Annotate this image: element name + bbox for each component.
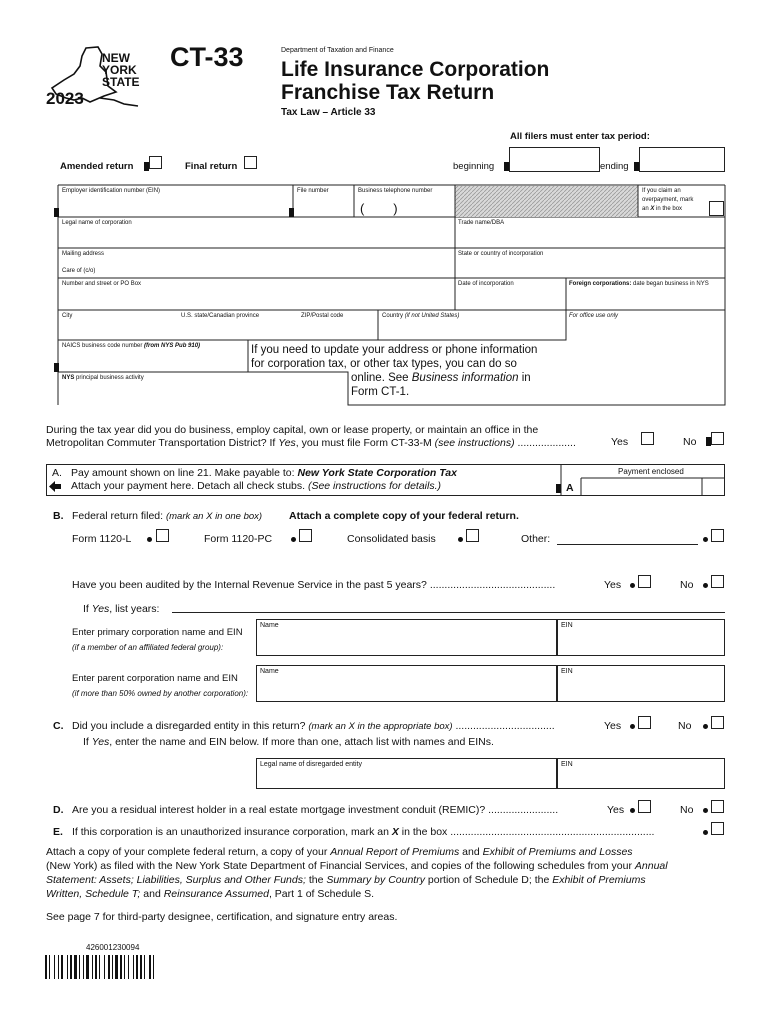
overpayment-note-2: overpayment, mark xyxy=(642,197,694,203)
parent-name-caption: Name xyxy=(260,668,279,675)
attach-paragraph-line3: Statement: Assets; Liabilities, Surplus and Other Funds; the Summary by Country portion of Schedule D; the Exhibit of Premiums xyxy=(46,874,646,886)
overpayment-note-1: If you claim an xyxy=(642,188,681,194)
disregarded-ein-input[interactable] xyxy=(557,758,725,789)
disregarded-ein-caption: EIN xyxy=(561,761,573,768)
barcode-bar xyxy=(104,955,105,979)
city-field[interactable]: City xyxy=(62,313,73,319)
arrow-left-icon xyxy=(49,481,61,492)
final-return-label: Final return xyxy=(185,161,238,172)
barcode-bar xyxy=(112,955,113,979)
mctd-yes-checkbox[interactable] xyxy=(641,432,654,445)
payment-amount-input[interactable] xyxy=(582,479,701,495)
state-province-field[interactable]: U.S. state/Canadian province xyxy=(181,313,260,319)
remic-no-label: No xyxy=(680,804,694,816)
unauthorized-text: If this corporation is an unauthorized insurance corporation, mark an X in the box ...................................................................... xyxy=(72,826,655,838)
barcode-bar xyxy=(61,955,63,979)
unauthorized-letter: E. xyxy=(53,826,63,838)
mctd-question-line2: Metropolitan Commuter Transportation District? If Yes, you must file Form CT-33-M (see instructions) .................... xyxy=(46,437,576,449)
primary-corp-label: Enter primary corporation name and EIN xyxy=(72,627,243,638)
care-of-field[interactable]: Care of (c/o) xyxy=(62,268,96,274)
audit-no-checkbox[interactable] xyxy=(711,575,724,588)
mctd-question-line1: During the tax year did you do business, employ capital, own or lease property, or maintain an office in the xyxy=(46,424,539,436)
audit-years-label: If Yes, list years: xyxy=(83,603,160,615)
barcode-bar xyxy=(115,955,118,979)
barcode-bar xyxy=(120,955,122,979)
logo-text-new: NEW xyxy=(102,51,130,65)
form-1120pc-checkbox[interactable] xyxy=(299,529,312,542)
business-phone-field[interactable]: Business telephone number xyxy=(358,188,433,194)
primary-ein-caption: EIN xyxy=(561,622,573,629)
unauthorized-dot xyxy=(703,830,708,835)
country-field[interactable]: Country (if not United States) xyxy=(382,313,460,319)
form-title-line1: Life Insurance Corporation xyxy=(281,58,550,81)
barcode-bar xyxy=(140,955,142,979)
barcode-bar xyxy=(54,955,55,979)
tax-law-reference: Tax Law – Article 33 xyxy=(281,107,376,118)
other-input-line[interactable] xyxy=(557,531,698,545)
update-notice-line1: If you need to update your address or phone information xyxy=(251,344,538,356)
principal-activity-field[interactable]: NYS principal business activity xyxy=(62,375,144,381)
mctd-yes-label: Yes xyxy=(611,436,629,448)
street-field[interactable]: Number and street or PO Box xyxy=(62,281,142,287)
mailing-address-field[interactable]: Mailing address xyxy=(62,251,105,257)
barcode-bar xyxy=(149,955,151,979)
barcode-bar xyxy=(67,955,68,979)
update-notice-line2: for corporation tax, or other tax types, you can do so xyxy=(251,358,517,370)
parent-corp-ein-input[interactable] xyxy=(557,665,725,702)
primary-corp-ein-input[interactable] xyxy=(557,619,725,656)
federal-attach-instruction: Attach a complete copy of your federal return. xyxy=(289,510,519,522)
overpayment-checkbox[interactable] xyxy=(709,201,724,216)
disregarded-no-label: No xyxy=(678,720,692,732)
period-beginning-input[interactable] xyxy=(509,147,600,172)
trade-name-field[interactable]: Trade name/DBA xyxy=(458,220,505,226)
remic-no-dot xyxy=(703,808,708,813)
barcode-bar xyxy=(49,955,50,979)
audit-yes-dot xyxy=(630,583,635,588)
foreign-corporations-field[interactable]: Foreign corporations: date began business in NYS xyxy=(569,281,709,287)
amended-return-label: Amended return xyxy=(60,161,134,172)
federal-label: Federal return filed: (mark an X in one box) xyxy=(72,510,263,522)
period-ending-input[interactable] xyxy=(639,147,725,172)
state-of-incorporation-field[interactable]: State or country of incorporation xyxy=(458,251,544,257)
primary-name-caption: Name xyxy=(260,622,279,629)
audit-years-input[interactable] xyxy=(172,600,725,613)
barcode-bar xyxy=(74,955,77,979)
primary-corp-note: (if a member of an affiliated federal group): xyxy=(72,643,224,652)
date-of-incorporation-field[interactable]: Date of incorporation xyxy=(458,281,514,287)
barcode-bar xyxy=(99,955,100,979)
attach-paragraph-line1: Attach a copy of your complete federal return, a copy of your Annual Report of Premiums and Exhibit of Premiums and Losses xyxy=(46,846,633,858)
form-number: CT-33 xyxy=(170,42,244,72)
update-notice-line4: Form CT-1. xyxy=(351,386,410,398)
department-name: Department of Taxation and Finance xyxy=(281,47,394,54)
see-page-note: See page 7 for third-party designee, certification, and signature entry areas. xyxy=(46,911,398,923)
federal-letter: B. xyxy=(53,510,64,522)
barcode-bar xyxy=(133,955,134,979)
payment-marker xyxy=(556,484,561,493)
phone-area-code-parens: ( ) xyxy=(360,201,398,216)
legal-name-field[interactable]: Legal name of corporation xyxy=(62,220,132,226)
ein-marker xyxy=(54,208,59,217)
file-number-marker xyxy=(289,208,294,217)
form-title-line2: Franchise Tax Return xyxy=(281,81,495,104)
disregarded-name-caption: Legal name of disregarded entity xyxy=(260,761,362,768)
remic-yes-label: Yes xyxy=(607,804,625,816)
barcode-bar xyxy=(58,955,59,979)
consolidated-checkbox[interactable] xyxy=(466,529,479,542)
logo-text-york: YORK xyxy=(102,63,137,77)
consolidated-dot xyxy=(458,537,463,542)
form-1120l-dot xyxy=(147,537,152,542)
final-return-checkbox[interactable] xyxy=(244,156,257,169)
parent-corp-label: Enter parent corporation name and EIN xyxy=(72,673,238,684)
disregarded-letter: C. xyxy=(53,720,64,732)
attach-paragraph-line2: (New York) as filed with the New York State Department of Financial Services, and copies of the following schedules from your Annual xyxy=(46,860,668,872)
parent-corp-name-input[interactable] xyxy=(256,665,557,702)
disregarded-name-input[interactable] xyxy=(256,758,557,789)
barcode-bar xyxy=(124,955,125,979)
disregarded-question: Did you include a disregarded entity in this return? (mark an X in the appropriate box) .................................. xyxy=(72,720,555,732)
naics-code-field[interactable]: NAICS business code number (from NYS Pub 910) xyxy=(62,343,201,349)
form-1120pc-dot xyxy=(291,537,296,542)
tax-year: 2023 xyxy=(46,89,84,108)
remic-question: Are you a residual interest holder in a real estate mortgage investment conduit (REMIC)? ........................ xyxy=(72,804,559,816)
period-beginning-label: beginning xyxy=(453,161,495,172)
other-checkbox[interactable] xyxy=(711,529,724,542)
tax-period-heading: All filers must enter tax period: xyxy=(510,131,650,142)
period-ending-label: ending xyxy=(600,161,629,172)
disregarded-yes-dot xyxy=(630,724,635,729)
barcode-bar xyxy=(128,955,129,979)
logo-text-state: STATE xyxy=(102,75,140,89)
mctd-no-checkbox[interactable] xyxy=(711,432,724,445)
audit-question: Have you been audited by the Internal Revenue Service in the past 5 years? ........................................... xyxy=(72,579,556,591)
disregarded-no-checkbox[interactable] xyxy=(711,716,724,729)
attach-paragraph-line4: Written, Schedule T; and Reinsurance Assumed, Part 1 of Schedule S. xyxy=(46,888,375,900)
barcode-bar xyxy=(153,955,154,979)
barcode-bar xyxy=(136,955,138,979)
remic-yes-dot xyxy=(630,808,635,813)
unauthorized-checkbox[interactable] xyxy=(711,822,724,835)
office-use-label: For office use only xyxy=(569,313,619,319)
mctd-no-label: No xyxy=(683,436,697,448)
zip-field[interactable]: ZIP/Postal code xyxy=(301,313,344,319)
parent-ein-caption: EIN xyxy=(561,668,573,675)
disregarded-yes-checkbox[interactable] xyxy=(638,716,651,729)
ein-field[interactable]: Employer identification number (EIN) xyxy=(62,188,161,194)
barcode-bar xyxy=(83,955,84,979)
barcode-bar xyxy=(95,955,97,979)
naics-marker xyxy=(54,363,59,372)
disregarded-instruction: If Yes, enter the name and EIN below. If more than one, attach list with names and EINs. xyxy=(83,736,494,748)
payment-line2: Attach your payment here. Detach all check stubs. (See instructions for details.) xyxy=(71,480,442,492)
form-1120l-checkbox[interactable] xyxy=(156,529,169,542)
form-1120l-label: Form 1120-L xyxy=(72,533,132,545)
audit-no-dot xyxy=(703,583,708,588)
barcode-bar xyxy=(144,955,145,979)
barcode-bar xyxy=(92,955,93,979)
update-notice-line3: online. See Business information in xyxy=(351,372,531,384)
remic-no-checkbox[interactable] xyxy=(711,800,724,813)
payment-box-letter: A xyxy=(566,482,574,494)
file-number-field[interactable]: File number xyxy=(297,188,329,194)
form-1120pc-label: Form 1120-PC xyxy=(204,533,273,545)
other-label: Other: xyxy=(521,533,551,545)
parent-corp-note: (if more than 50% owned by another corporation): xyxy=(72,689,249,698)
barcode-bar xyxy=(86,955,89,979)
barcode-bar xyxy=(108,955,110,979)
payment-enclosed-label: Payment enclosed xyxy=(618,467,684,476)
barcode-number: 426001230094 xyxy=(86,943,140,952)
audit-yes-checkbox[interactable] xyxy=(638,575,651,588)
consolidated-label: Consolidated basis xyxy=(347,533,436,545)
barcode-bar xyxy=(79,955,80,979)
audit-yes-label: Yes xyxy=(604,579,622,591)
overpayment-note-3: an X in the box xyxy=(642,206,683,212)
disregarded-no-dot xyxy=(703,724,708,729)
remic-letter: D. xyxy=(53,804,64,816)
barcode-bar xyxy=(45,955,47,979)
payment-line1: Pay amount shown on line 21. Make payable to: New York State Corporation Tax xyxy=(71,467,457,479)
audit-no-label: No xyxy=(680,579,694,591)
disregarded-yes-label: Yes xyxy=(604,720,622,732)
barcode-bar xyxy=(70,955,72,979)
other-dot xyxy=(703,537,708,542)
payment-letter: A. xyxy=(52,467,62,479)
amended-return-checkbox[interactable] xyxy=(149,156,162,169)
primary-corp-name-input[interactable] xyxy=(256,619,557,656)
barcode-image xyxy=(45,955,197,979)
remic-yes-checkbox[interactable] xyxy=(638,800,651,813)
